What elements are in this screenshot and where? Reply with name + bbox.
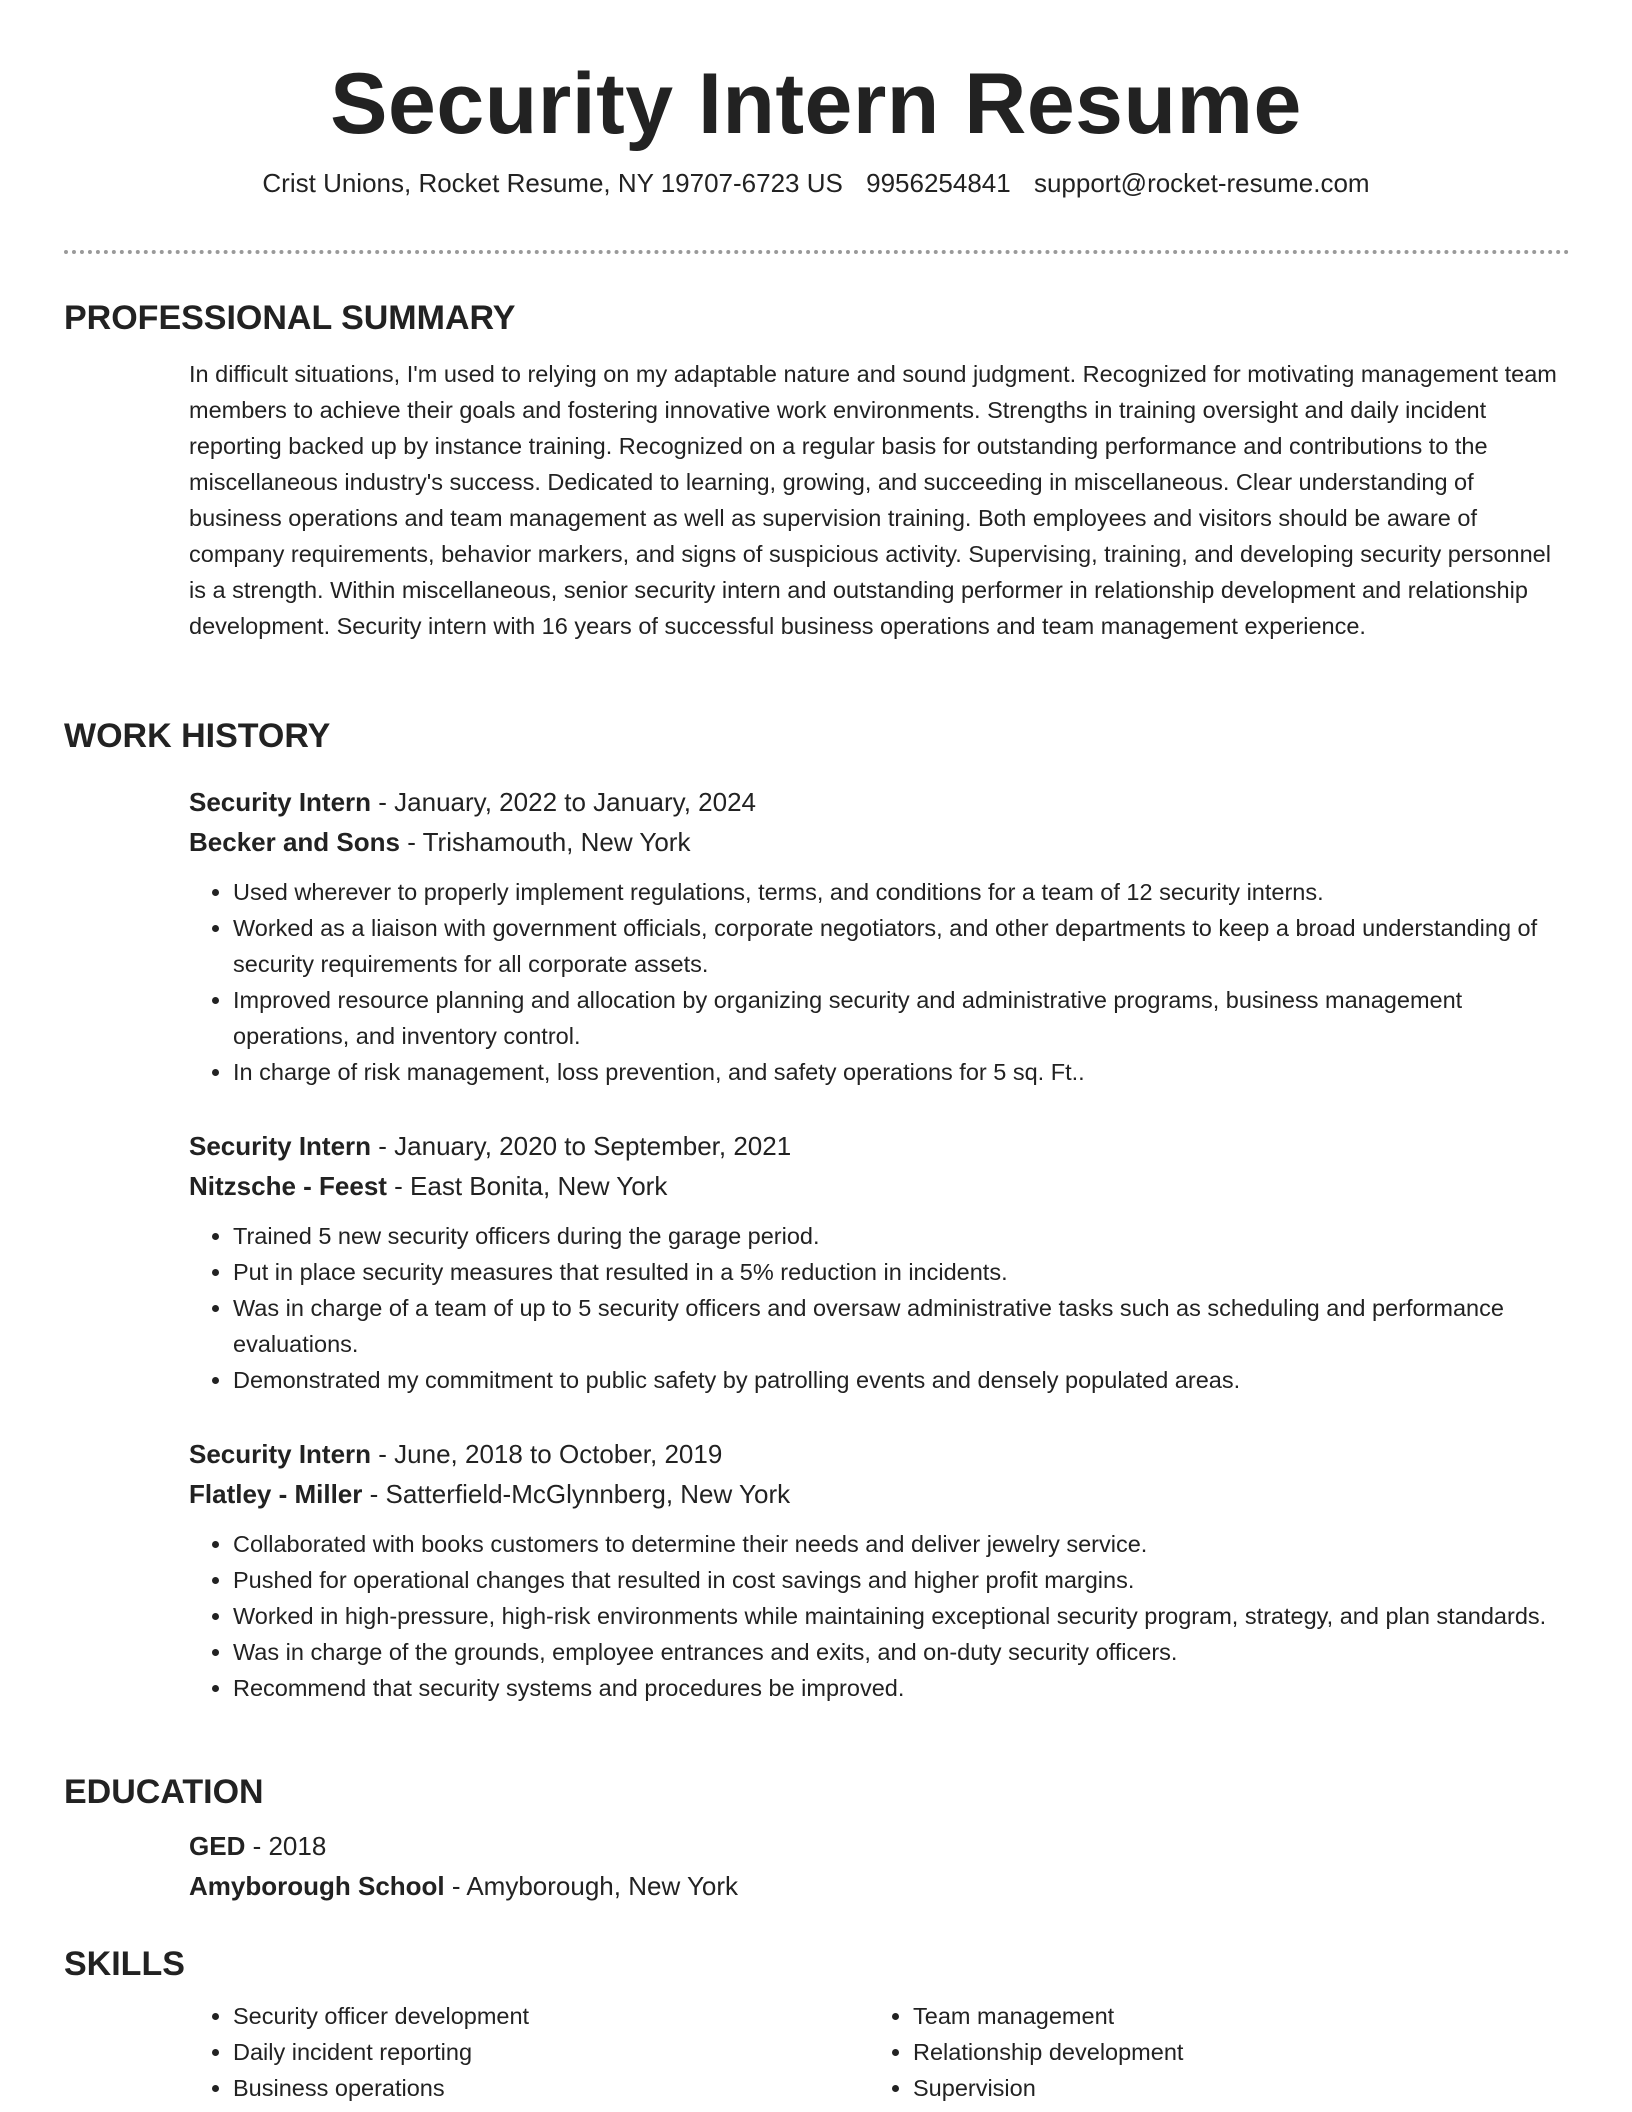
skill-item: • Supervision	[913, 2070, 1549, 2106]
section-heading-education: EDUCATION	[64, 1773, 264, 1811]
job-location: - East Bonita, New York	[386, 1171, 668, 1201]
section-heading-work-history: WORK HISTORY	[64, 717, 331, 755]
job-bullet: • Trained 5 new security officers during the garage period.	[233, 1218, 1570, 1254]
education-body	[189, 1826, 1570, 1906]
job-dates: - January, 2022 to January, 2024	[371, 787, 757, 817]
education-school-line	[189, 1866, 1570, 1906]
job-location: - Trishamouth, New York	[399, 827, 691, 857]
work-history-section	[64, 714, 1570, 758]
skill-item: • Security officer development	[233, 1998, 869, 2034]
job-bullet: • Pushed for operational changes that resulted in cost savings and higher profit margins.	[233, 1562, 1570, 1598]
skill-item: • Business operations	[233, 2070, 869, 2106]
section-heading-skills: SKILLS	[64, 1945, 185, 1983]
resume-title: Security Intern Resume	[330, 56, 1302, 152]
job-bullets	[189, 874, 1570, 1090]
job-entry	[64, 1434, 1570, 1706]
summary-text: In difficult situations, I'm used to relying on my adaptable nature and sound judgment. Recognized for motivating management team members to achieve their goals and fostering innovative work environments. Strengths in training oversight and daily incident reporting backed up by instance training. Recognized on a regular basis for outstanding performance and contributions to the miscellaneous industry's success. Dedicated to learning, growing, and succeeding in miscellaneous. Clear understanding of business operations and team management as well as supervision training. Both employees and visitors should be aware of company requirements, behavior markers, and signs of suspicious activity. Supervising, training, and developing security personnel is a strength. Within miscellaneous, senior security intern and outstanding performer in relationship development and relationship development. Security intern with 16 years of successful business operations and team management experience.	[189, 361, 1557, 639]
summary-section	[64, 296, 1570, 644]
job-bullet: • Demonstrated my commitment to public safety by patrolling events and densely populated areas.	[233, 1362, 1570, 1398]
job-bullet: • In charge of risk management, loss prevention, and safety operations for 5 sq. Ft..	[233, 1054, 1570, 1090]
job-dates: - June, 2018 to October, 2019	[371, 1439, 723, 1469]
job-dates: - January, 2020 to September, 2021	[371, 1131, 792, 1161]
skill-item: • Daily incident reporting	[233, 2034, 869, 2070]
education-location: - Amyborough, New York	[444, 1871, 739, 1901]
job-company: Nitzsche - Feest	[189, 1171, 387, 1201]
job-title: Security Intern	[189, 1439, 372, 1469]
skills-section	[64, 1942, 1570, 2106]
job-title-line	[189, 1434, 1570, 1474]
education-degree-line	[189, 1826, 1570, 1866]
job-company-line	[189, 1166, 1570, 1206]
skills-grid	[189, 1998, 1570, 2106]
job-bullets	[189, 1526, 1570, 1706]
job-bullet: • Was in charge of the grounds, employee entrances and exits, and on-duty security officers.	[233, 1634, 1570, 1670]
education-section	[64, 1770, 1570, 1906]
job-company: Flatley - Miller	[189, 1479, 363, 1509]
job-company: Becker and Sons	[189, 827, 400, 857]
job-bullet: • Improved resource planning and allocation by organizing security and administrative programs, business management operations, and inventory control.	[233, 982, 1570, 1054]
job-bullet: • Worked in high-pressure, high-risk environments while maintaining exceptional security program, strategy, and plan standards.	[233, 1598, 1570, 1634]
header-divider	[64, 250, 1570, 254]
contact-address: Crist Unions, Rocket Resume, NY 19707-6723 US	[262, 168, 843, 198]
job-location: - Satterfield-McGlynnberg, New York	[362, 1479, 791, 1509]
job-bullet: • Was in charge of a team of up to 5 security officers and oversaw administrative tasks such as scheduling and performance evaluations.	[233, 1290, 1570, 1362]
skill-item: • Team management	[913, 1998, 1549, 2034]
job-company-line	[189, 1474, 1570, 1514]
education-school: Amyborough School	[189, 1871, 445, 1901]
job-title: Security Intern	[189, 787, 372, 817]
job-bullet: • Collaborated with books customers to determine their needs and deliver jewelry service.	[233, 1526, 1570, 1562]
job-title-line	[189, 1126, 1570, 1166]
job-bullet: • Used wherever to properly implement regulations, terms, and conditions for a team of 12 security interns.	[233, 874, 1570, 910]
job-bullet: • Worked as a liaison with government officials, corporate negotiators, and other departments to keep a broad understanding of security requirements for all corporate assets.	[233, 910, 1570, 982]
job-title-line	[189, 782, 1570, 822]
education-degree: GED	[189, 1831, 246, 1861]
contact-phone: 9956254841	[866, 168, 1011, 198]
contact-email: support@rocket-resume.com	[1033, 168, 1370, 198]
skills-column-right	[869, 1998, 1549, 2106]
job-entry	[64, 1126, 1570, 1398]
summary-body	[189, 356, 1570, 644]
job-bullet: • Put in place security measures that resulted in a 5% reduction in incidents.	[233, 1254, 1570, 1290]
section-heading-summary: PROFESSIONAL SUMMARY	[64, 299, 516, 337]
skill-item: • Relationship development	[913, 2034, 1549, 2070]
contact-line	[0, 166, 1632, 200]
skills-column-left	[189, 1998, 869, 2106]
job-bullets	[189, 1218, 1570, 1398]
job-title: Security Intern	[189, 1131, 372, 1161]
job-bullet: • Recommend that security systems and procedures be improved.	[233, 1670, 1570, 1706]
job-company-line	[189, 822, 1570, 862]
education-year: - 2018	[245, 1831, 327, 1861]
job-entry	[64, 782, 1570, 1090]
